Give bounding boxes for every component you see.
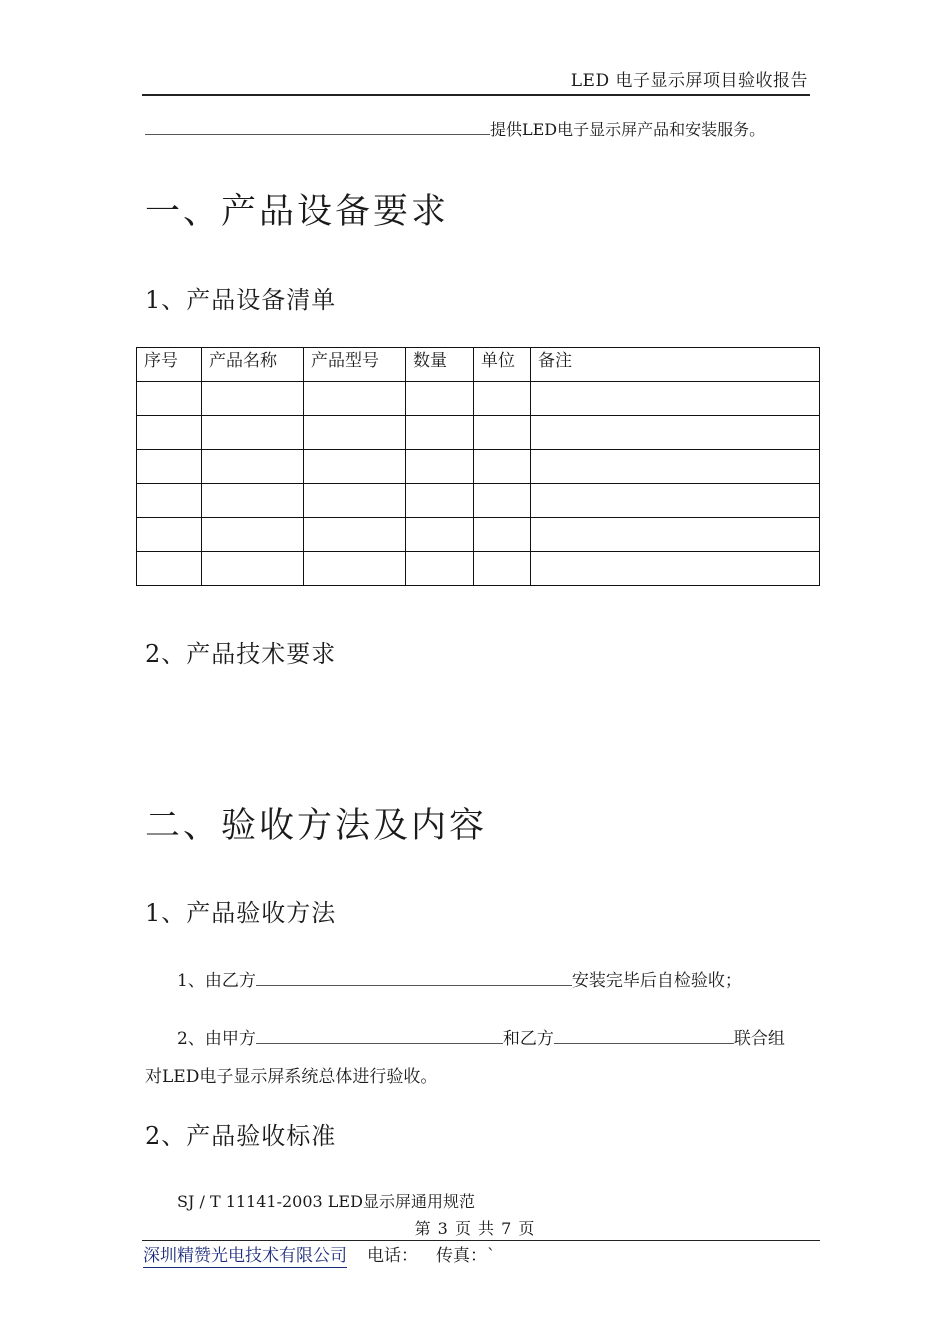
table-row — [137, 450, 820, 484]
table-cell[interactable] — [137, 518, 202, 552]
table-cell[interactable] — [202, 450, 304, 484]
col-header-remarks: 备注 — [531, 348, 820, 382]
method-item-2-suffix: 联合组 — [733, 1029, 785, 1049]
table-cell[interactable] — [531, 552, 820, 586]
table-cell[interactable] — [474, 518, 531, 552]
method-item-2 — [177, 1024, 785, 1049]
blank-field-party-b — [256, 971, 572, 986]
section1-heading: 一、产品设备要求 — [145, 192, 450, 232]
table-header-row — [137, 348, 820, 382]
table-cell[interactable] — [474, 552, 531, 586]
col-header-index: 序号 — [137, 348, 202, 382]
table-cell[interactable] — [531, 382, 820, 416]
section1-sub1-heading: 1、产品设备清单 — [145, 286, 337, 314]
fax-label: 传真：` — [436, 1246, 496, 1266]
table-cell[interactable] — [406, 552, 474, 586]
table-cell[interactable] — [137, 416, 202, 450]
table-cell[interactable] — [474, 416, 531, 450]
phone-label: 电话： — [367, 1246, 418, 1266]
table-cell[interactable] — [202, 382, 304, 416]
table-cell[interactable] — [531, 518, 820, 552]
table-cell[interactable] — [202, 552, 304, 586]
table-cell[interactable] — [304, 382, 406, 416]
table-cell[interactable] — [202, 416, 304, 450]
col-header-model: 产品型号 — [304, 348, 406, 382]
company-name: 深圳精赞光电技术有限公司 — [143, 1246, 347, 1266]
section2-heading: 二、验收方法及内容 — [145, 806, 488, 846]
table-cell[interactable] — [304, 450, 406, 484]
intro-text: 提供LED电子显示屏产品和安装服务。 — [490, 120, 766, 139]
table-cell[interactable] — [406, 450, 474, 484]
table-row — [137, 484, 820, 518]
acceptance-standard: SJ / T 11141-2003 LED显示屏通用规范 — [177, 1192, 475, 1211]
table-row — [137, 416, 820, 450]
section2-sub2-heading: 2、产品验收标准 — [145, 1122, 337, 1150]
method-item-2-continuation: 对LED电子显示屏系统总体进行验收。 — [145, 1067, 438, 1087]
table-cell[interactable] — [474, 382, 531, 416]
method-item-2-prefix: 2、由甲方 — [177, 1029, 256, 1049]
section1-sub2-heading: 2、产品技术要求 — [145, 640, 337, 668]
table-cell[interactable] — [474, 484, 531, 518]
method-item-1-prefix: 1、由乙方 — [177, 971, 256, 991]
table-row — [137, 552, 820, 586]
method-item-1-suffix: 安装完毕后自检验收； — [571, 971, 742, 991]
table-cell[interactable] — [304, 518, 406, 552]
header-divider — [142, 94, 810, 96]
table-cell[interactable] — [531, 416, 820, 450]
section2-sub1-heading: 1、产品验收方法 — [145, 899, 337, 927]
table-cell[interactable] — [304, 416, 406, 450]
table-cell[interactable] — [137, 450, 202, 484]
table-row — [137, 382, 820, 416]
table-cell[interactable] — [406, 518, 474, 552]
table-cell[interactable] — [406, 416, 474, 450]
table-cell[interactable] — [406, 484, 474, 518]
footer-contact — [143, 1241, 496, 1266]
blank-field-supplier — [145, 120, 490, 135]
table-cell[interactable] — [531, 484, 820, 518]
table-cell[interactable] — [531, 450, 820, 484]
table-cell[interactable] — [304, 552, 406, 586]
col-header-unit: 单位 — [474, 348, 531, 382]
table-cell[interactable] — [202, 484, 304, 518]
col-header-product-name: 产品名称 — [202, 348, 304, 382]
table-cell[interactable] — [474, 450, 531, 484]
table-cell[interactable] — [137, 552, 202, 586]
blank-field-party-a — [256, 1029, 503, 1044]
header-title: LED 电子显示屏项目验收报告 — [570, 71, 808, 91]
page-number: 第 3 页 共 7 页 — [414, 1219, 536, 1238]
intro-line — [145, 117, 765, 140]
blank-field-party-b-2 — [554, 1029, 734, 1044]
method-item-1 — [177, 966, 742, 991]
method-item-2-mid: 和乙方 — [502, 1029, 554, 1049]
table-cell[interactable] — [137, 484, 202, 518]
table-row — [137, 518, 820, 552]
table-cell[interactable] — [304, 484, 406, 518]
table-cell[interactable] — [137, 382, 202, 416]
table-cell[interactable] — [202, 518, 304, 552]
equipment-table — [136, 347, 820, 586]
col-header-quantity: 数量 — [406, 348, 474, 382]
table-cell[interactable] — [406, 382, 474, 416]
